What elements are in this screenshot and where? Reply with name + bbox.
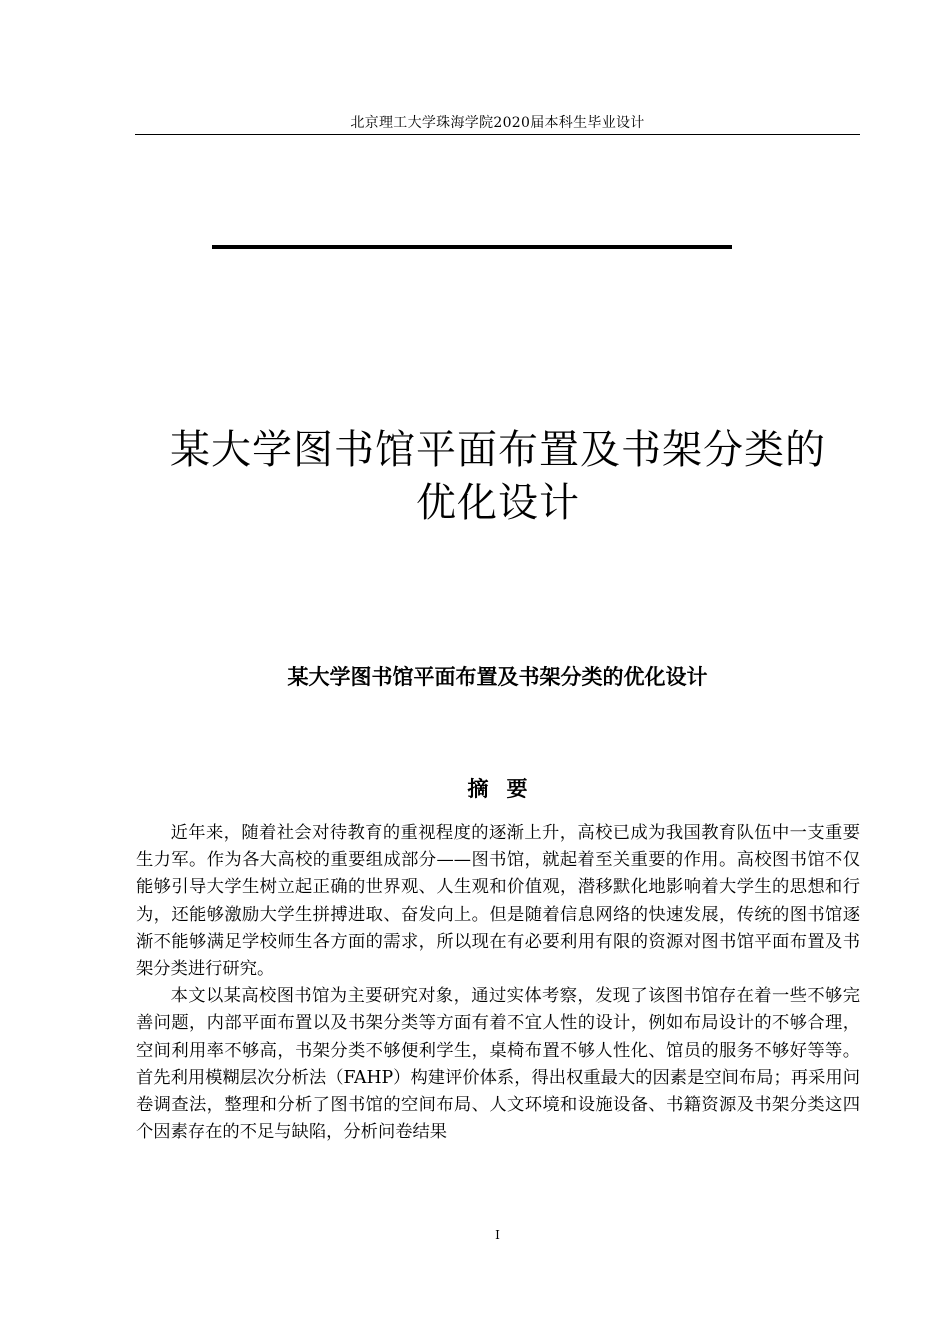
- abstract-body: [136, 820, 860, 1146]
- page-number: I: [495, 1228, 500, 1242]
- abstract-paragraph-2: 本文以某高校图书馆为主要研究对象，通过实体考察，发现了该图书馆存在着一些不够完善问题，内部平面布置以及书架分类等方面有着不宜人性的设计，例如布局设计的不够合理，空间利用率不够高，书架分类不够便利学生，桌椅布置不够人性化、馆员的服务不够好等等。首先利用模糊层次分析法（FAHP）构建评价体系，得出权重最大的因素是空间布局；再采用问卷调查法，整理和分析了图书馆的空间布局、人文环境和设施设备、书籍资源及书架分类这四个因素存在的不足与缺陷，分析问卷结果: [136, 986, 860, 1143]
- abstract-paragraph-1: 近年来，随着社会对待教育的重视程度的逐渐上升，高校已成为我国教育队伍中一支重要生力军。作为各大高校的重要组成部分——图书馆，就起着至关重要的作用。高校图书馆不仅能够引导大学生树立起正确的世界观、人生观和价值观，潜移默化地影响着大学生的思想和行为，还能够激励大学生拼搏进取、奋发向上。但是随着信息网络的快速发展，传统的图书馆逐渐不能够满足学校师生各方面的需求，所以现在有必要利用有限的资源对图书馆平面布置及书架分类进行研究。: [136, 823, 860, 980]
- running-header: 北京理工大学珠海学院2020届本科生毕业设计: [350, 115, 645, 131]
- thesis-title-line-2: 优化设计: [416, 480, 580, 526]
- title-rule: [212, 245, 732, 249]
- thesis-title: [100, 424, 896, 530]
- header-rule: [135, 134, 860, 135]
- abstract-subtitle: 某大学图书馆平面布置及书架分类的优化设计: [287, 665, 708, 689]
- abstract-heading: 摘要: [467, 777, 546, 801]
- thesis-title-line-1: 某大学图书馆平面布置及书架分类的: [170, 427, 826, 473]
